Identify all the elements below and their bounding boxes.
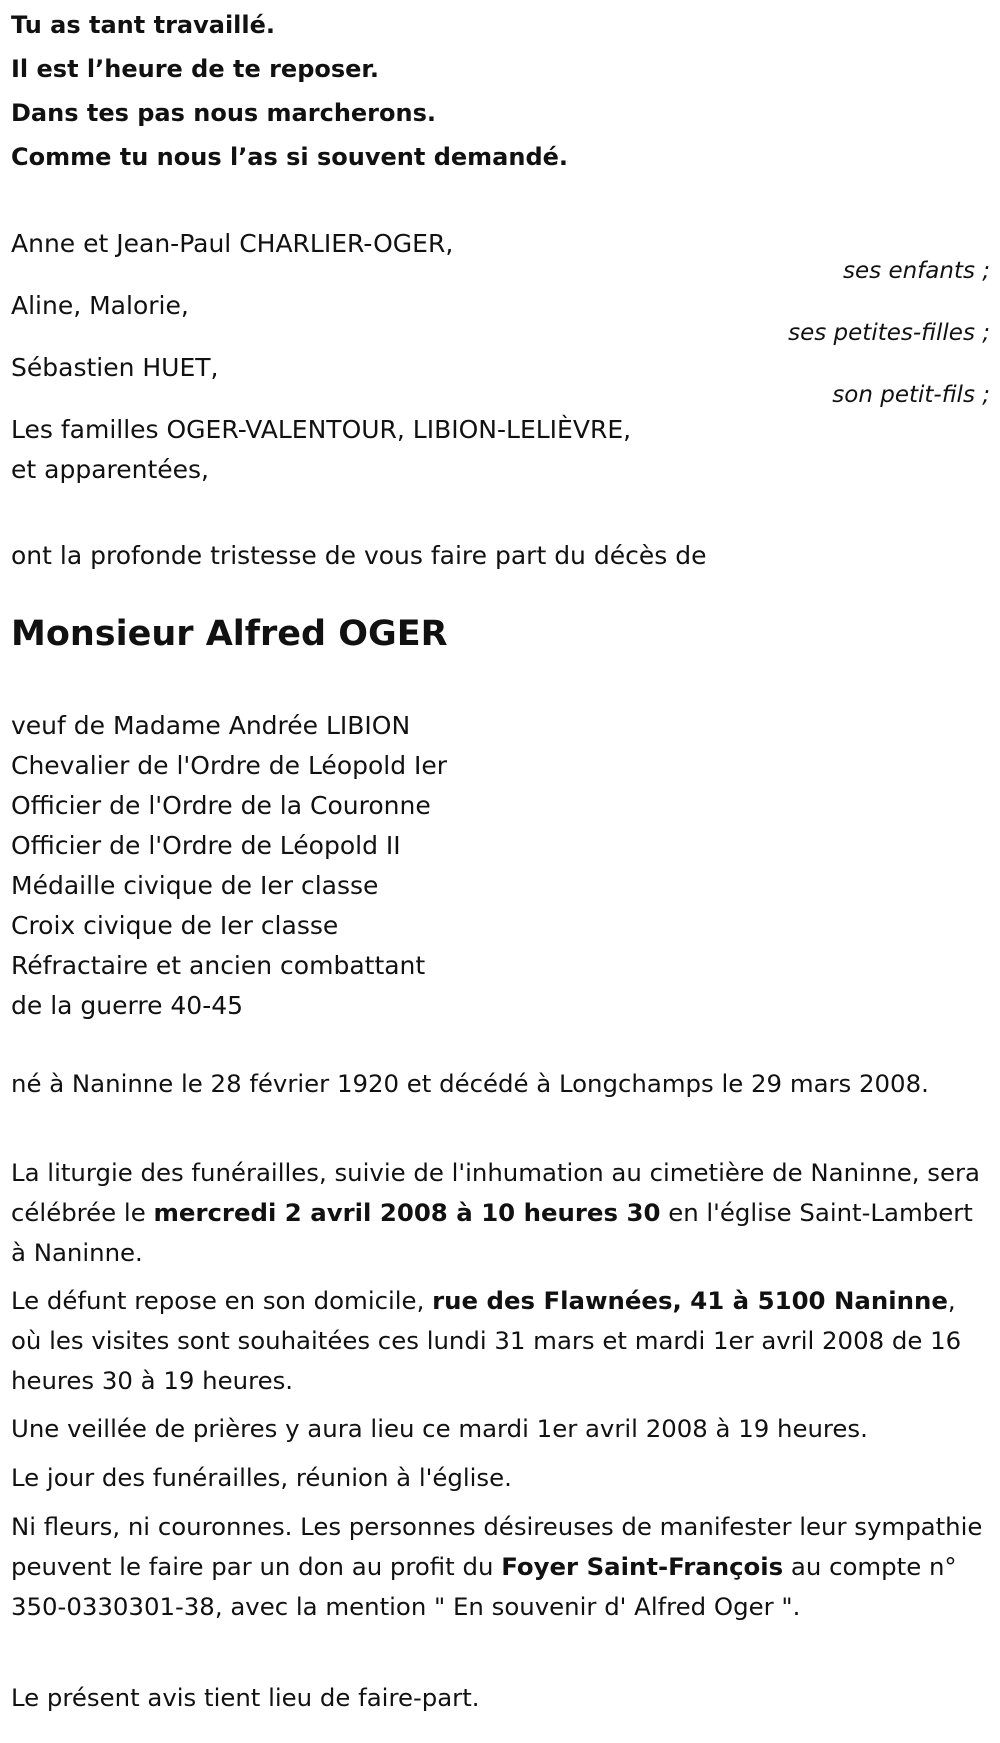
poem-line-3: Dans tes pas nous marcherons. xyxy=(11,99,436,127)
family-granddaughters-names: Aline, Malorie, xyxy=(11,291,189,320)
donation-organization: Foyer Saint-François xyxy=(501,1552,784,1581)
funeral-paragraph xyxy=(11,1153,991,1273)
poem-line-1: Tu as tant travaillé. xyxy=(11,11,276,39)
title-line: Croix civique de Ier classe xyxy=(11,911,339,940)
family-grandson-role: son petit-fils ; xyxy=(832,382,990,408)
title-line: veuf de Madame Andrée LIBION xyxy=(11,711,411,740)
title-line: Chevalier de l'Ordre de Léopold Ier xyxy=(11,751,448,780)
poem-line-4: Comme tu nous l’as si souvent demandé. xyxy=(11,143,569,171)
donation-text-before: Ni fleurs, ni couronnes. Les personnes désireuses de manifester leur sympathie peuvent le faire par un don au profit du xyxy=(11,1512,983,1581)
announcement: ont la profonde tristesse de vous faire part du décès de xyxy=(11,541,707,570)
family-grandson-names: Sébastien HUET, xyxy=(11,353,219,382)
residence-address: rue des Flawnées, 41 à 5100 Naninne xyxy=(432,1286,948,1315)
residence-text-before: Le défunt repose en son domicile, xyxy=(11,1286,433,1315)
title-line: Médaille civique de Ier classe xyxy=(11,871,379,900)
residence-paragraph xyxy=(11,1281,991,1401)
family-extended-line-2: et apparentées, xyxy=(11,455,209,484)
donation-text-after: au compte n° 350-0330301-38, avec la mention " En souvenir d' Alfred Oger ". xyxy=(11,1552,957,1621)
funeral-text-before: La liturgie des funérailles, suivie de l'inhumation au cimetière de Naninne, sera célébrée le xyxy=(11,1158,980,1227)
funeral-text-after: en l'église Saint-Lambert à Naninne. xyxy=(11,1198,973,1267)
family-extended-line-1: Les familles OGER-VALENTOUR, LIBION-LELIÈVRE, xyxy=(11,415,632,444)
meeting-paragraph: Le jour des funérailles, réunion à l'église. xyxy=(11,1463,512,1492)
family-children-names: Anne et Jean-Paul CHARLIER-OGER, xyxy=(11,229,454,258)
closing-paragraph: Le présent avis tient lieu de faire-part. xyxy=(11,1683,480,1712)
family-children-role: ses enfants ; xyxy=(843,258,990,284)
deceased-titles xyxy=(11,706,447,1026)
title-line: Officier de l'Ordre de Léopold II xyxy=(11,831,401,860)
deceased-name: Monsieur Alfred OGER xyxy=(11,614,448,654)
birth-death-paragraph: né à Naninne le 28 février 1920 et décédé à Longchamps le 29 mars 2008. xyxy=(11,1069,929,1098)
residence-text-after: , où les visites sont souhaitées ces lundi 31 mars et mardi 1er avril 2008 de 16 heures 30 à 19 heures. xyxy=(11,1286,962,1395)
title-line: Officier de l'Ordre de la Couronne xyxy=(11,791,431,820)
poem-line-2: Il est l’heure de te reposer. xyxy=(11,55,379,83)
funeral-date: mercredi 2 avril 2008 à 10 heures 30 xyxy=(153,1198,661,1227)
title-line: de la guerre 40-45 xyxy=(11,991,244,1020)
title-line: Réfractaire et ancien combattant xyxy=(11,951,426,980)
family-granddaughters-role: ses petites-filles ; xyxy=(788,320,990,346)
donation-paragraph xyxy=(11,1507,991,1627)
vigil-paragraph: Une veillée de prières y aura lieu ce mardi 1er avril 2008 à 19 heures. xyxy=(11,1414,868,1443)
